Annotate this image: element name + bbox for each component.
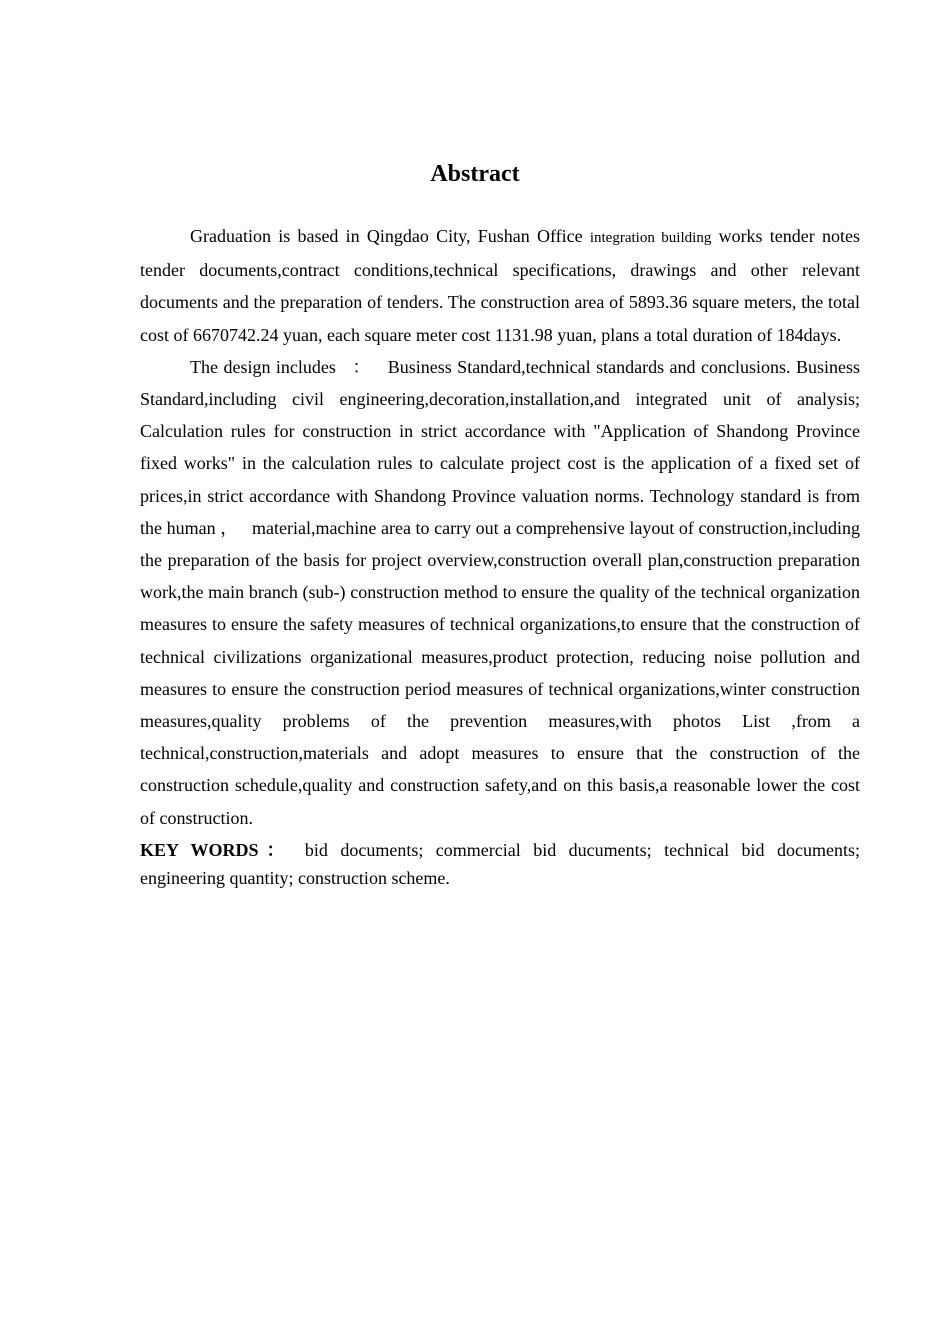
abstract-title: Abstract	[430, 161, 520, 187]
paragraph-1-small-text: integration building	[589, 230, 712, 246]
paragraph-1-text-end: works tender notes tender documents,contract conditions,technical specifications, drawings and other relevant documents and the preparation of tenders. The construction area of 5893.36 square meters, the total cost of 6670742.24 yuan, each square meter cost 1131.98 yuan, plans a total duration of 184days.	[140, 226, 861, 345]
abstract-body	[140, 220, 860, 892]
keywords-text: bid documents; commercial bid ducuments; technical bid documents; engineering quantity; construction scheme.	[140, 839, 860, 888]
keywords-line	[140, 836, 860, 892]
abstract-paragraph-2: The design includes ： Business Standard,technical standards and conclusions. Business Standard,including civil engineering,decoration,installation,and integrated unit of analysis; Calculation rules for construction in strict accordance with "Application of Shandong Province fixed works" in the calculation rules to calculate project cost is the application of a fixed set of prices,in strict accordance with Shandong Province valuation norms. Technology standard is from the human ， material,machine area to carry out a comprehensive layout of construction,including the preparation of the basis for project overview,construction overall plan,construction preparation work,the main branch (sub-) construction method to ensure the quality of the technical organization measures to ensure the safety measures of technical organizations,to ensure that the construction of technical civilizations organizational measures,product protection, reducing noise pollution and measures to ensure the construction period measures of technical organizations,winter construction measures,quality problems of the prevention measures,with photos List ,from a technical,construction,materials and adopt measures to ensure that the construction of the construction schedule,quality and construction safety,and on this basis,a reasonable lower the cost of construction.	[140, 356, 860, 828]
abstract-paragraph-1	[140, 220, 860, 351]
keywords-label: KEY WORDS：	[140, 839, 293, 860]
paragraph-1-text-start: Graduation is based in Qingdao City, Fushan Office	[190, 226, 590, 246]
